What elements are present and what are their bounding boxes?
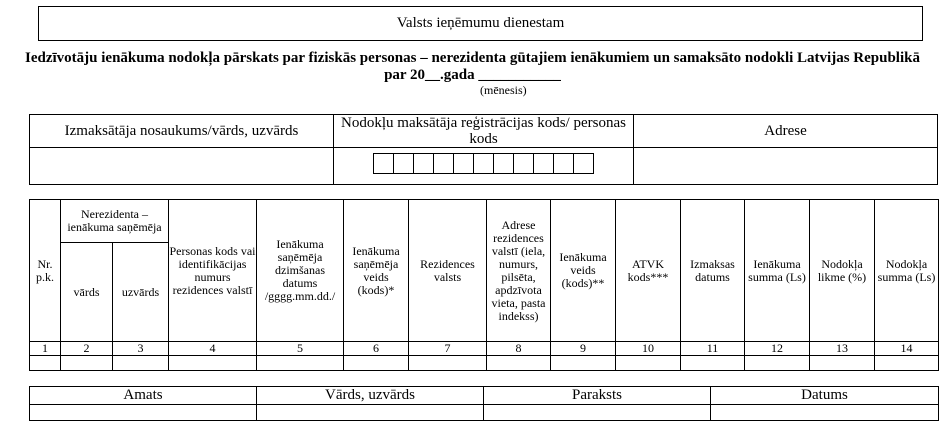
column-number: 8	[487, 342, 551, 356]
col-nr-header: Nr. p.k.	[30, 200, 61, 342]
authority-box	[38, 6, 923, 41]
code-digit-box[interactable]	[413, 153, 434, 174]
column-number: 10	[616, 342, 681, 356]
date-field[interactable]	[711, 405, 939, 421]
col-income-type-header: Ienākuma veids (kods)**	[551, 200, 616, 342]
column-number: 12	[745, 342, 810, 356]
code-boxes[interactable]	[374, 153, 594, 174]
column-number: 3	[113, 342, 169, 356]
signature-table	[29, 386, 939, 421]
data-entry-row[interactable]	[30, 356, 939, 371]
payer-table	[29, 114, 938, 185]
table-cell[interactable]	[30, 356, 61, 371]
column-number: 11	[681, 342, 745, 356]
column-number: 4	[169, 342, 257, 356]
code-digit-box[interactable]	[453, 153, 474, 174]
column-number: 6	[344, 342, 409, 356]
col-birth-date-header: Ienākuma saņēmēja dzimšanas datums /gggg.mm.dd./	[257, 200, 344, 342]
col-last-name-header: uzvārds	[113, 243, 169, 342]
signature-header: Paraksts	[484, 387, 711, 405]
signature-field[interactable]	[484, 405, 711, 421]
table-cell[interactable]	[113, 356, 169, 371]
col-income-sum-header: Ienākuma summa (Ls)	[745, 200, 810, 342]
table-cell[interactable]	[745, 356, 810, 371]
table-cell[interactable]	[61, 356, 113, 371]
table-cell[interactable]	[344, 356, 409, 371]
table-cell[interactable]	[169, 356, 257, 371]
payer-code-field[interactable]	[334, 148, 634, 185]
table-cell[interactable]	[409, 356, 487, 371]
column-number: 5	[257, 342, 344, 356]
code-digit-box[interactable]	[433, 153, 454, 174]
column-number: 14	[875, 342, 939, 356]
name-field[interactable]	[257, 405, 484, 421]
title-line-1: Iedzīvotāju ienākuma nodokļa pārskats par fiziskās personas – nerezidenta gūtajiem ienākumiem un samaksāto nodokli Latvijas Republikā	[25, 50, 920, 66]
col-tax-rate-header: Nodokļa likme (%)	[810, 200, 875, 342]
authority-text: Valsts ieņēmumu dienestam	[396, 15, 565, 31]
code-digit-box[interactable]	[373, 153, 394, 174]
position-field[interactable]	[30, 405, 257, 421]
code-digit-box[interactable]	[573, 153, 594, 174]
col-first-name-header: vārds	[61, 243, 113, 342]
column-number: 1	[30, 342, 61, 356]
recipient-group-header: Nerezidenta – ienākuma saņēmēja	[61, 200, 169, 243]
month-caption: (mēnesis)	[480, 83, 527, 97]
code-digit-box[interactable]	[513, 153, 534, 174]
payer-name-header: Izmaksātāja nosaukums/vārds, uzvārds	[30, 115, 334, 148]
payer-address-field[interactable]	[634, 148, 938, 185]
column-number: 2	[61, 342, 113, 356]
column-number: 13	[810, 342, 875, 356]
table-cell[interactable]	[257, 356, 344, 371]
col-personal-code-header: Personas kods vai identifikācijas numurs rezidences valstī	[169, 200, 257, 342]
col-payment-date-header: Izmaksas datums	[681, 200, 745, 342]
col-atvk-header: ATVK kods***	[616, 200, 681, 342]
page-title	[20, 50, 925, 84]
code-digit-box[interactable]	[473, 153, 494, 174]
date-header: Datums	[711, 387, 939, 405]
code-digit-box[interactable]	[493, 153, 514, 174]
payer-code-header: Nodokļu maksātāja reģistrācijas kods/ personas kods	[334, 115, 634, 148]
code-digit-box[interactable]	[393, 153, 414, 174]
table-cell[interactable]	[810, 356, 875, 371]
col-tax-sum-header: Nodokļa summa (Ls)	[875, 200, 939, 342]
col-residence-country-header: Rezidences valsts	[409, 200, 487, 342]
table-cell[interactable]	[681, 356, 745, 371]
table-cell[interactable]	[551, 356, 616, 371]
payer-address-header: Adrese	[634, 115, 938, 148]
code-digit-box[interactable]	[533, 153, 554, 174]
column-number: 7	[409, 342, 487, 356]
table-cell[interactable]	[616, 356, 681, 371]
col-recipient-type-header: Ienākuma saņēmēja veids (kods)*	[344, 200, 409, 342]
col-address-header: Adrese rezidences valstī (iela, numurs, pilsēta, apdzīvota vieta, pasta indekss)	[487, 200, 551, 342]
column-number: 9	[551, 342, 616, 356]
position-header: Amats	[30, 387, 257, 405]
name-header: Vārds, uzvārds	[257, 387, 484, 405]
column-number-row	[30, 342, 939, 356]
title-line-2: par 20__.gada ___________	[384, 67, 561, 83]
income-table	[29, 199, 939, 371]
payer-name-field[interactable]	[30, 148, 334, 185]
code-digit-box[interactable]	[553, 153, 574, 174]
table-cell[interactable]	[487, 356, 551, 371]
table-cell[interactable]	[875, 356, 939, 371]
